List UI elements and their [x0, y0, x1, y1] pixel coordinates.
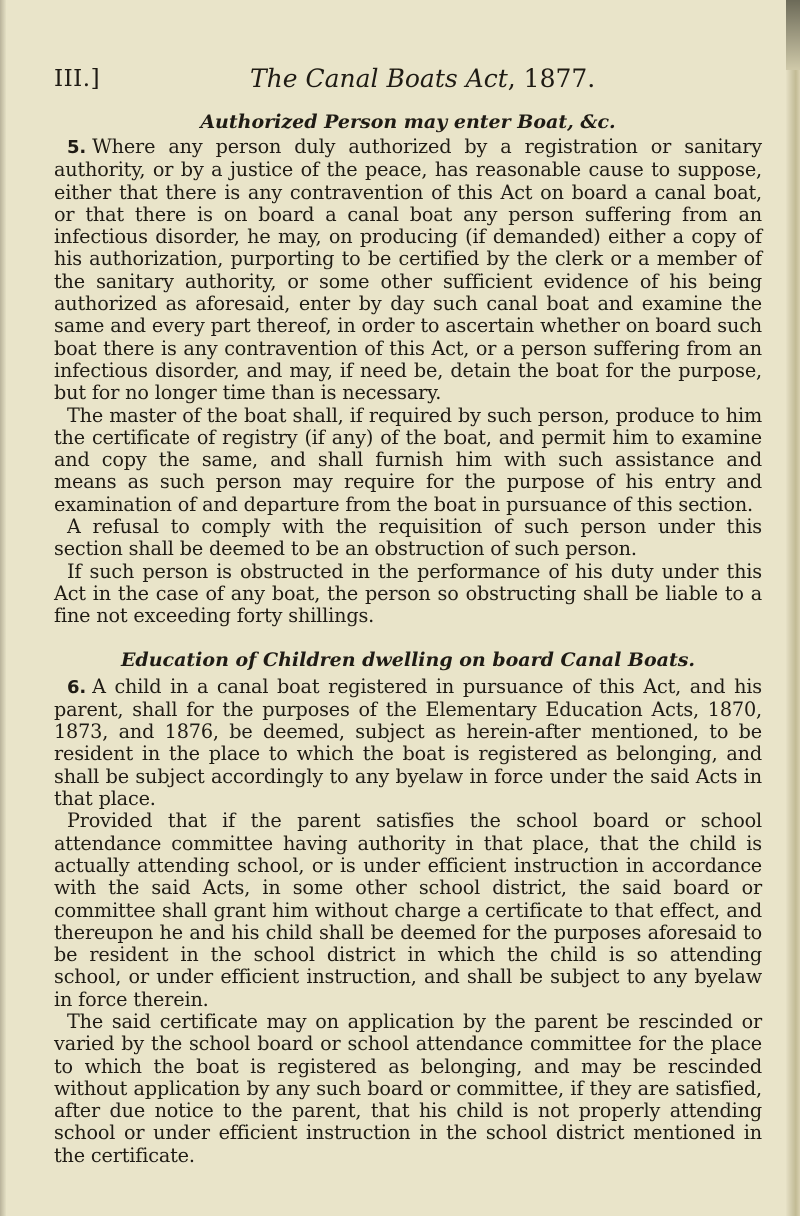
section-6-heading: Education of Children dwelling on board Canal Boats. — [120, 648, 696, 671]
section-5-heading: Authorized Person may enter Boat, &c. — [200, 111, 616, 133]
section-5-paragraph-4: If such person is obstructed in the performance of his duty under this Act in the case of any boat, the person so obstructing shall be liable to a fine not exceeding forty shillings. — [54, 559, 762, 628]
section-6-paragraph-1 — [54, 676, 762, 811]
section-5-number: 5. — [67, 137, 87, 158]
chapter-mark: III.] — [54, 66, 101, 92]
page-edge-right — [786, 0, 800, 1216]
section-5-paragraph-1-text: Where any person duly authorized by a registration or sanitary authority, or by a justice of the peace, has reasonable cause to suppose, either that there is any contravention of this Act on board a canal boat, or that there is on board a canal boat any person suffering from an infectious disorder, he may, on producing (if demanded) either a copy of his authorization, purporting to be certified by the clerk or a member of the sanitary authority, or some other sufficient evidence of his being authorized as aforesaid, enter by day such canal boat and examine the same and every part thereof, in order to ascertain whether on board such boat there is any contravention of this Act, or a person suffering from an infectious disorder, and may, if need be, detain the boat for the purpose, but for no longer time than is necessary. — [54, 135, 762, 405]
page-content — [54, 66, 762, 1167]
section-6-paragraph-3: The said certificate may on application by the parent be rescinded or varied by the school board or school attendance committee for the place to which the boat is registered as belonging, and may be rescinded without application by any such board or committee, if they are satisfied, after due notice to the parent, that his child is not properly attending school or under efficient instruction in the school district mentioned in the certificate. — [54, 1009, 762, 1167]
running-title-year: , 1877. — [507, 64, 596, 93]
section-6-paragraph-2: Provided that if the parent satisfies the school board or school attendance committee having authority in that place, that the child is actually attending school, or is under efficient instruction in accordance with the said Acts, in some other school district, the said board or committee shall grant him without charge a certificate to that effect, and thereupon he and his child shall be deemed for the purposes aforesaid to be resident in the school district in which the child is so attending school, or under efficient instruction, and shall be subject to any byelaw in force therein. — [54, 809, 762, 1011]
section-5-paragraph-2: The master of the boat shall, if required by such person, produce to him the certificate of registry (if any) of the boat, and permit him to examine and copy the same, and shall furnish him with such assistance and means as such person may require for the purpose of his entry and examination of and departure from the boat in pursuance of this section. — [54, 403, 762, 516]
page-edge-left — [0, 0, 6, 1216]
running-title-italic: The Canal Boats Act — [250, 64, 508, 93]
running-title — [250, 64, 595, 93]
running-head — [54, 66, 762, 108]
section-6-number: 6. — [67, 676, 87, 698]
section-5-paragraph-3: A refusal to comply with the requisition of such person under this section shall be deemed to be an obstruction of such person. — [54, 515, 762, 561]
section-5-paragraph-1 — [54, 136, 762, 405]
section-6-paragraph-1-text: A child in a canal boat registered in pursuance of this Act, and his parent, shall for the purposes of the Elementary Education Acts, 1870, 1873, and 1876, be deemed, subject as herein-after mentioned, to be resident in the place to which the boat is registered as belonging, and shall be subject accordingly to any byelaw in force under the said Acts in that place. — [54, 674, 762, 811]
page-edge-shadow — [786, 0, 800, 70]
